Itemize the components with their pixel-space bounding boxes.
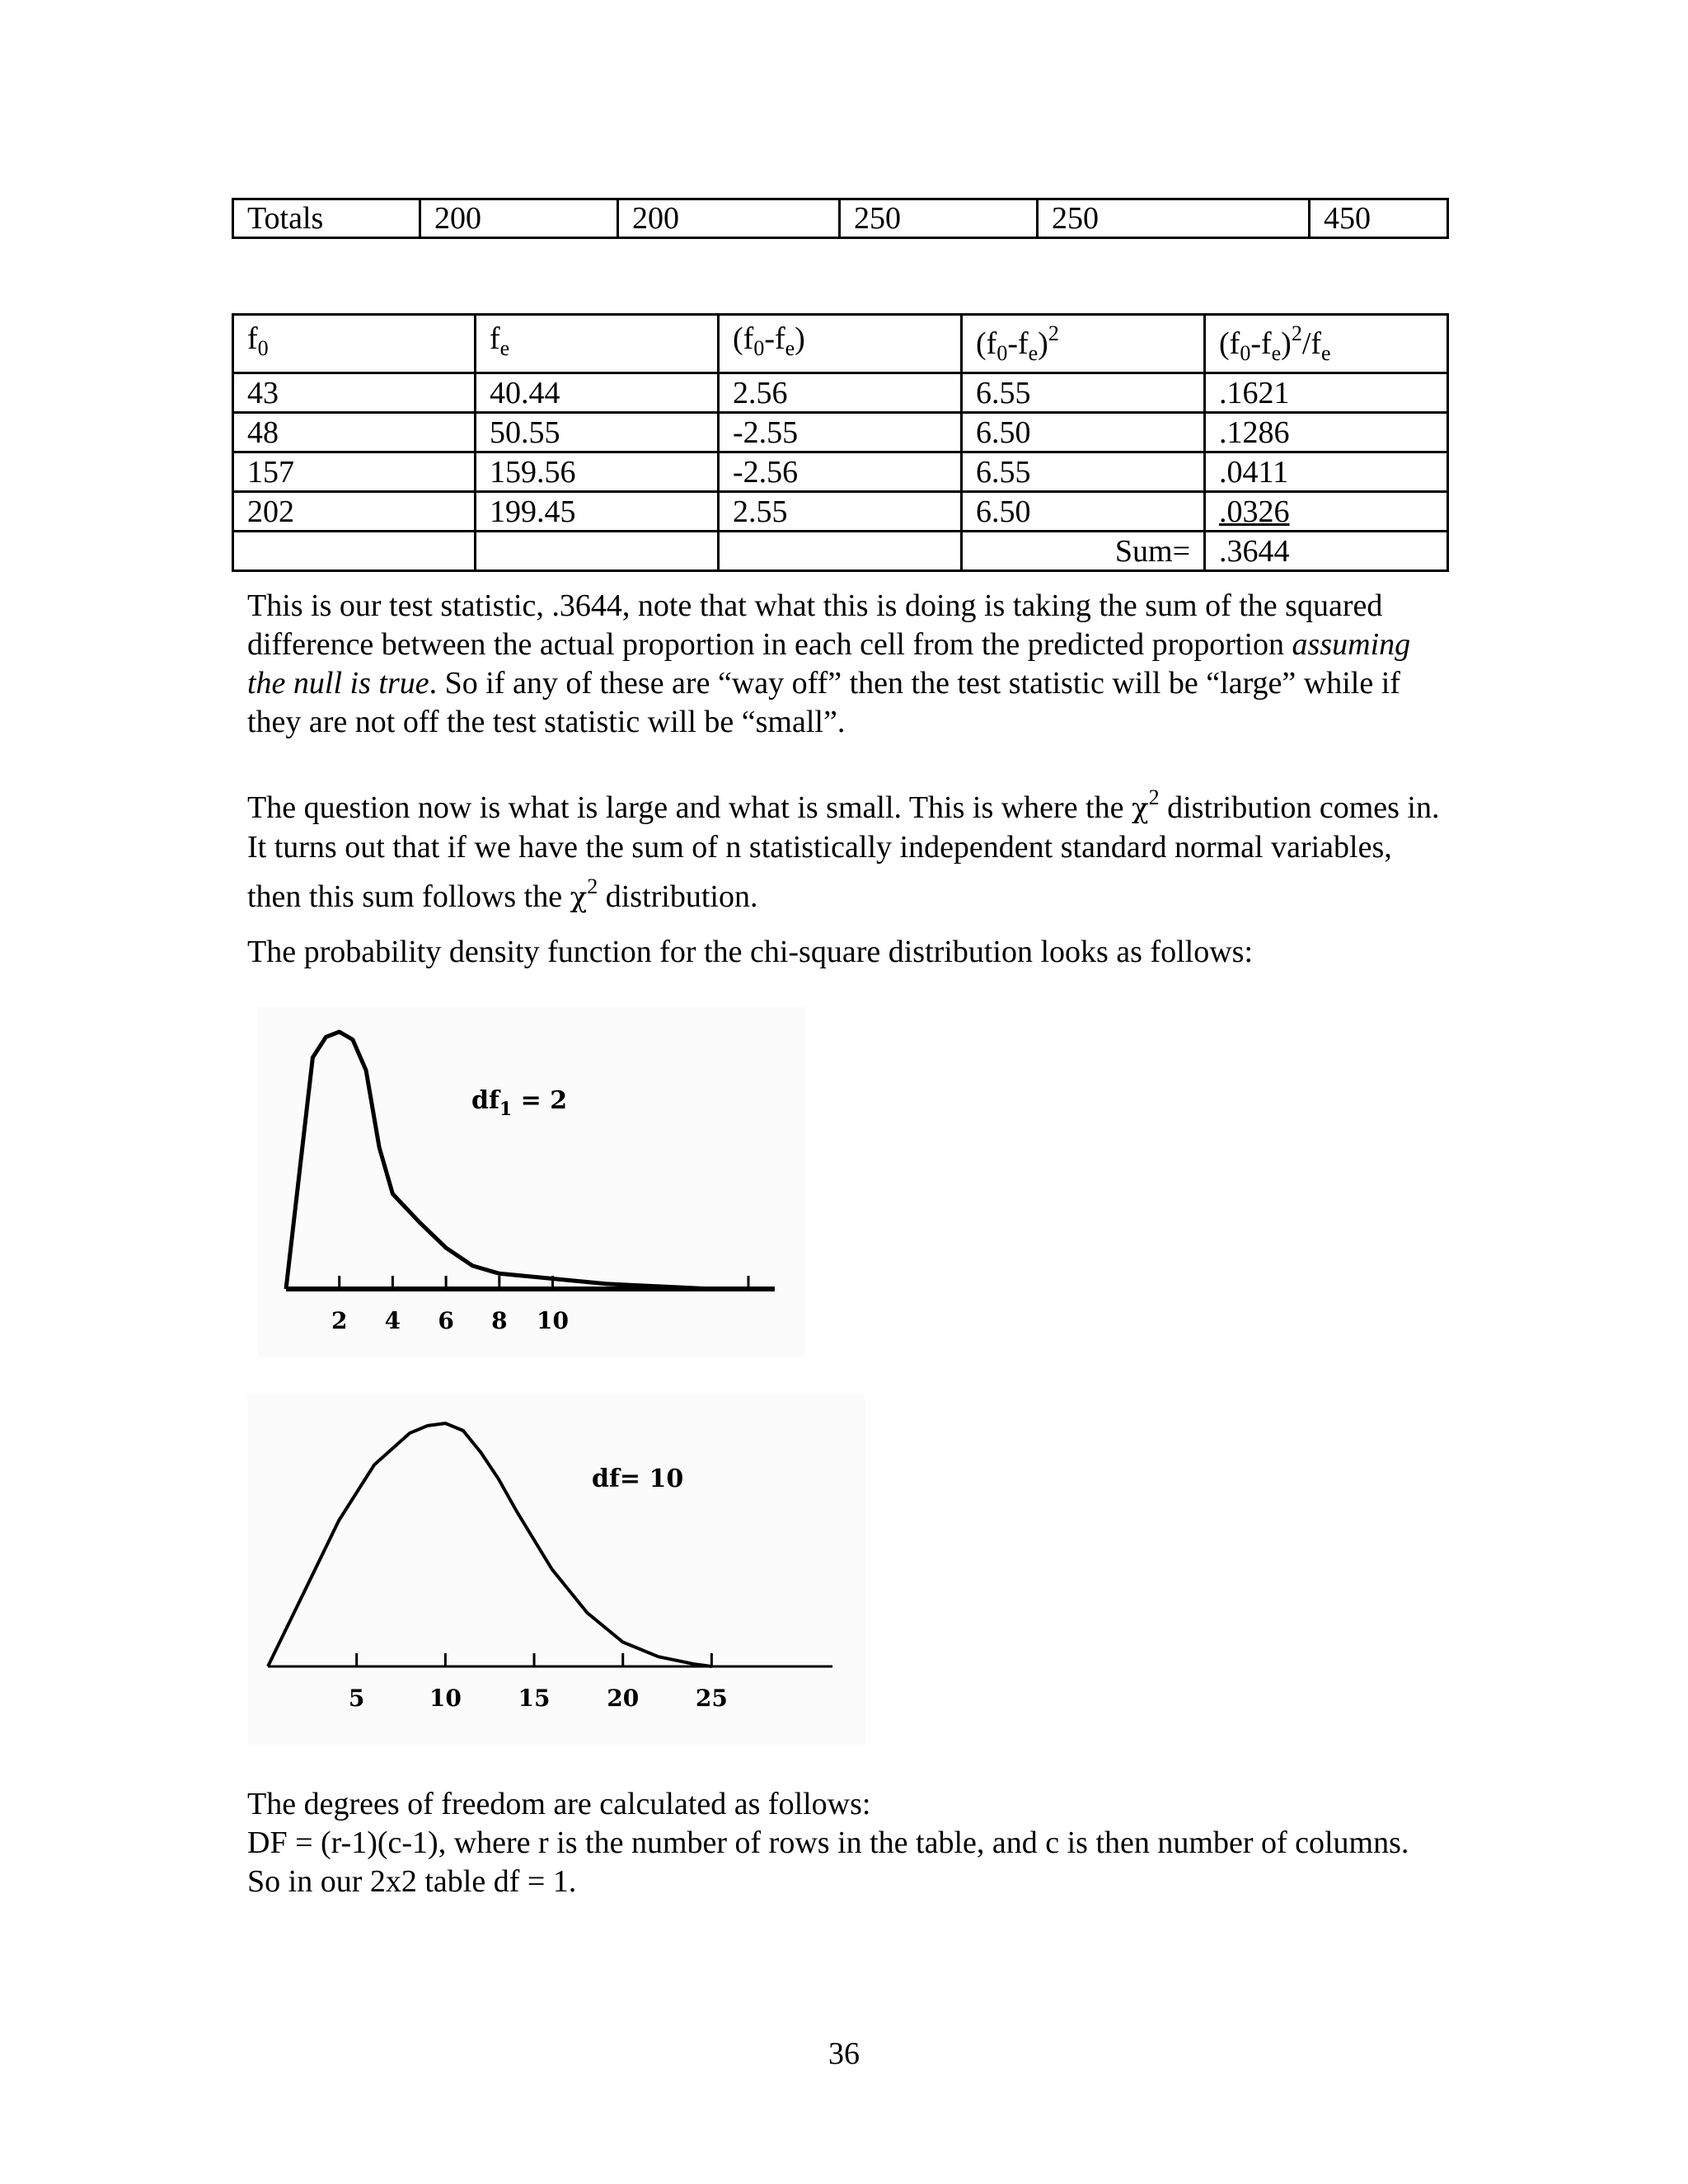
header-diff: $(f_0-f_e)$ [719, 315, 962, 373]
header-f0: $f_0$ [233, 315, 476, 373]
frequency-table [232, 313, 1449, 572]
x-tick-label: 2 [331, 1307, 348, 1334]
table-cell: 6.55 [962, 373, 1205, 413]
table-cell: .1621 [1205, 373, 1448, 413]
table-cell: 50.55 [476, 413, 719, 452]
table-cell: 157 [233, 452, 476, 492]
empty-cell [476, 532, 719, 571]
table-cell: 6.50 [962, 413, 1205, 452]
page-number: 36 [828, 2036, 860, 2071]
x-tick-label: 6 [438, 1307, 454, 1334]
sum-row [233, 532, 1448, 571]
df2-label: $df_1 = 2$ [471, 1086, 568, 1120]
table-cell: 202 [233, 492, 476, 532]
header-chi-component: $(f_0-f_e)^2/f_e$ [1205, 315, 1448, 373]
table-cell: 199.45 [476, 492, 719, 532]
header-diff-squared: $(f_0-f_e)^2$ [962, 315, 1205, 373]
table-cell: 6.50 [962, 492, 1205, 532]
df-line-3: So in our 2x2 table df = 1. [247, 1864, 577, 1899]
empty-cell [719, 532, 962, 571]
table-cell: 43 [233, 373, 476, 413]
table-cell: 2.55 [719, 492, 962, 532]
header-row [233, 315, 1448, 373]
x-tick-label: 15 [518, 1685, 551, 1712]
paragraph-degrees-of-freedom [247, 1785, 1451, 1901]
empty-cell [233, 532, 476, 571]
df-line-1: The degrees of freedom are calculated as follows: [247, 1787, 871, 1821]
x-tick-label: 5 [348, 1685, 365, 1712]
table-cell: -2.56 [719, 452, 962, 492]
x-tick-label: 25 [695, 1685, 728, 1712]
chart-df10 [247, 1394, 865, 1745]
df2-curve [286, 1032, 713, 1289]
table-cell: 48 [233, 413, 476, 452]
totals-table [232, 198, 1449, 239]
table-cell: 6.55 [962, 452, 1205, 492]
df-line-2: DF = (r-1)(c-1), where r is the number of rows in the table, and c is then number of columns. [247, 1825, 1409, 1860]
tick-group [331, 1276, 748, 1334]
table-cell: .0411 [1205, 452, 1448, 492]
x-tick-label: 4 [384, 1307, 401, 1334]
sum-value: .3644 [1205, 532, 1448, 571]
table-row [233, 373, 1448, 413]
header-fe: $f_e$ [476, 315, 719, 373]
table-cell: .1286 [1205, 413, 1448, 452]
x-tick-label: 10 [537, 1307, 570, 1334]
table-row [233, 199, 1448, 238]
x-tick-label: 10 [429, 1685, 462, 1712]
totals-label: Totals [233, 199, 420, 238]
table-row [233, 413, 1448, 452]
table-cell: .0326 [1205, 492, 1448, 532]
table-cell: 40.44 [476, 373, 719, 413]
table-row [233, 452, 1448, 492]
table-cell: 159.56 [476, 452, 719, 492]
paragraph-pdf-intro: The probability density function for the chi-square distribution looks as follows: [247, 935, 1254, 969]
totals-cell: 250 [1038, 199, 1310, 238]
totals-cell: 200 [618, 199, 840, 238]
sum-label: Sum= [962, 532, 1205, 571]
paragraph-test-statistic: This is our test statistic, .3644, note that what this is doing is taking the sum of the squared difference between the actual proportion in each cell from the predicted proportion assuming the null is true. So if any of these are “way off” then the test statistic will be “large” while if they are not off the test statistic will be “small”. [247, 588, 1411, 739]
tick-group [349, 1653, 728, 1712]
x-tick-label: 8 [491, 1307, 508, 1334]
x-tick-label: 20 [607, 1685, 640, 1712]
table-cell: 2.56 [719, 373, 962, 413]
table-cell: -2.55 [719, 413, 962, 452]
totals-cell: 450 [1310, 199, 1448, 238]
df10-label: df= 10 [592, 1465, 684, 1493]
paragraph-chi-square-intro: The question now is what is large and what is small. This is where the $\chi^2$ distribution comes in. It turns out that if we have the sum of n statistically independent standard normal variables, then this sum follows the $\chi^2$ distribution. [247, 785, 1440, 914]
chart-df2 [257, 1007, 805, 1357]
df10-curve [268, 1423, 711, 1666]
totals-cell: 200 [420, 199, 618, 238]
totals-cell: 250 [840, 199, 1038, 238]
table-row [233, 492, 1448, 532]
